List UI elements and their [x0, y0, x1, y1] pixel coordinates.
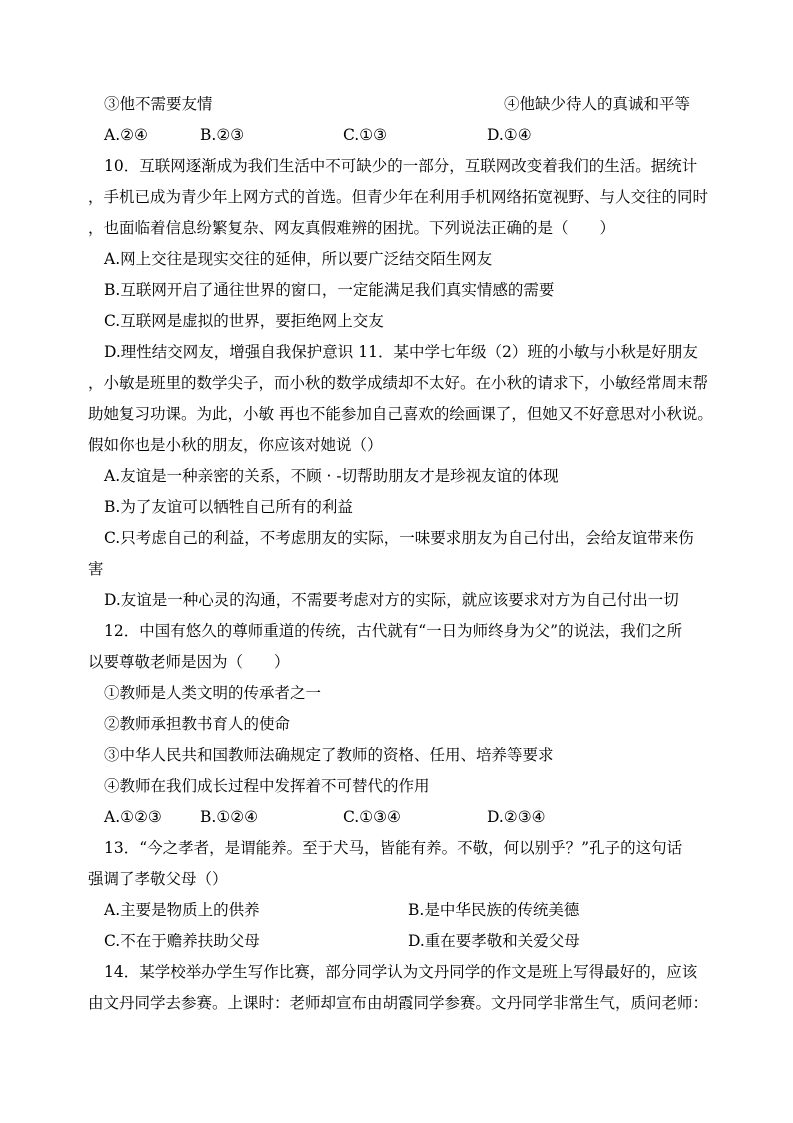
q9-statement-4: ④他缺少待人的真诚和平等: [504, 95, 691, 113]
q12-choice-a: A.①②③: [104, 808, 162, 826]
q12-choice-d: D.②③④: [487, 808, 546, 826]
q11-stem-line-3: 假如你也是小秋的朋友，你应该对她说（）: [88, 436, 383, 454]
q9-statements-row: [88, 89, 725, 120]
q10-option-c: C.互联网是虚拟的世界，要拒绝网上交友: [104, 312, 384, 330]
q10-option-d: D.理性结交网友，增强自我保护意识 11．某中学七年级（2）班的小敏与小秋是好朋友: [104, 343, 698, 361]
q9-choice-a: A.②④: [104, 126, 148, 144]
q10-option-b: B.互联网开启了通往世界的窗口，一定能满足我们真实情感的需要: [104, 281, 555, 299]
q11-option-a: A.友谊是一种亲密的关系，不顾 · -切帮助朋友才是珍视友谊的体现: [104, 467, 559, 485]
q11-stem-line-2: 助她复习功课。为此，小敏 再也不能参加自己喜欢的绘画课了，但她又不好意思对小秋说。: [88, 405, 713, 423]
q12-statement-2: ②教师承担教书育人的使命: [104, 715, 291, 733]
q12-choices-row: [88, 802, 725, 833]
q12-stem-line-1: 12．中国有悠久的尊师重道的传统，古代就有“一日为师终身为父”的说法，我们之所: [104, 622, 683, 640]
q14-stem-line-1: 14．某学校举办学生写作比赛，部分同学认为文丹同学的作文是班上写得最好的，应该: [104, 963, 698, 981]
q9-choice-b: B.②③: [200, 126, 245, 144]
q12-statement-1: ①教师是人类文明的传承者之一: [104, 684, 322, 702]
q13-stem-line-2: 强调了孝敬父母（）: [88, 870, 228, 888]
q11-option-c-continued: 害: [88, 560, 104, 578]
q13-option-a: A.主要是物质上的供养: [104, 901, 260, 919]
q11-option-b: B.为了友谊可以牺牲自己所有的利益: [104, 498, 353, 516]
q12-statement-3: ③中华人民共和国教师法确规定了教师的资格、任用、培养等要求: [104, 746, 554, 764]
q10-stem-line-3: ，也面临着信息纷繁复杂、网友真假难辨的困扰。下列说法正确的是（ ）: [88, 219, 616, 237]
q11-option-d: D.友谊是一种心灵的沟通，不需要考虑对方的实际，就应该要求对方为自己付出一切: [104, 591, 679, 609]
q12-choice-c: C.①③④: [343, 808, 401, 826]
q13-option-d: D.重在要孝敬和关爱父母: [408, 932, 580, 950]
q13-stem-line-1: 13．“今之孝者，是谓能养。至于犬马，皆能有养。不敬，何以别乎？”孔子的这句话: [104, 839, 683, 857]
q12-choice-b: B.①②④: [200, 808, 259, 826]
q10-option-a: A.网上交往是现实交往的延伸，所以要广泛结交陌生网友: [104, 250, 493, 268]
q13-options-row-1: [88, 895, 725, 926]
q10-stem-line-1: 10．互联网逐渐成为我们生活中不可缺少的一部分，互联网改变着我们的生活。据统计: [104, 157, 698, 175]
q13-options-row-2: [88, 926, 725, 957]
q12-statement-4: ④教师在我们成长过程中发挥着不可替代的作用: [104, 777, 430, 795]
q12-stem-line-2: 以要尊敬老师是因为（ ）: [88, 653, 290, 671]
q13-option-b: B.是中华民族的传统美德: [408, 901, 580, 919]
q9-choices-row: [88, 120, 725, 151]
q14-stem-line-2: 由文丹同学去参赛。上课时：老师却宣布由胡霞同学参赛。文丹同学非常生气，质问老师：: [88, 994, 709, 1012]
q9-statement-3: ③他不需要友情: [104, 95, 213, 113]
q9-choice-c: C.①③: [343, 126, 388, 144]
q13-option-c: C.不在于赡养扶助父母: [104, 932, 260, 950]
q10-stem-line-2: ，手机已成为青少年上网方式的首选。但青少年在利用手机网络拓宽视野、与人交往的同时: [88, 188, 709, 206]
q11-option-c: C.只考虑自己的利益，不考虑朋友的实际，一味要求朋友为自己付出，会给友谊带来伤: [104, 529, 694, 547]
q11-stem-line-1: ，小敏是班里的数学尖子，而小秋的数学成绩却不太好。在小秋的请求下，小敏经常周末帮: [88, 374, 709, 392]
q9-choice-d: D.①④: [487, 126, 532, 144]
